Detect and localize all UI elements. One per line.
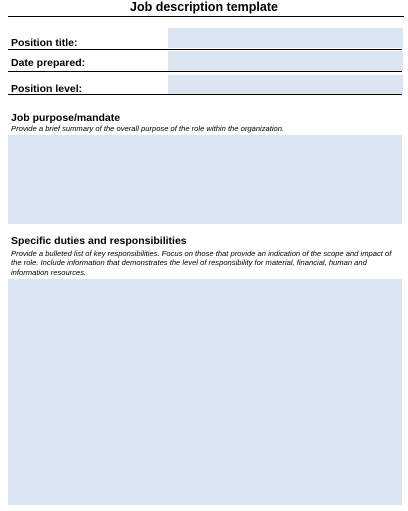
position-title-label: Position title:	[11, 37, 78, 49]
job-purpose-hint: Provide a brief summary of the overall purpose of the role within the organization.	[11, 124, 285, 133]
position-level-underline	[8, 94, 402, 95]
position-title-input[interactable]	[168, 28, 403, 48]
duties-textarea[interactable]	[8, 279, 402, 505]
date-prepared-underline	[8, 71, 402, 72]
duties-heading: Specific duties and responsibilities	[11, 235, 187, 247]
duties-hint: Provide a bulleted list of key responsibilities. Focus on those that provide an indication of the scope and impact of the role. Include information that demonstrates the level of responsibility for material, financial, human and information resources.	[11, 249, 392, 277]
document-title: Job description template	[130, 0, 278, 14]
position-title-underline	[8, 49, 402, 50]
title-divider	[8, 16, 404, 17]
job-purpose-textarea[interactable]	[8, 135, 402, 224]
position-level-input[interactable]	[168, 75, 403, 94]
job-purpose-heading: Job purpose/mandate	[11, 112, 121, 124]
date-prepared-label: Date prepared:	[11, 57, 86, 69]
date-prepared-input[interactable]	[168, 51, 403, 71]
position-level-label: Position level:	[11, 83, 83, 95]
